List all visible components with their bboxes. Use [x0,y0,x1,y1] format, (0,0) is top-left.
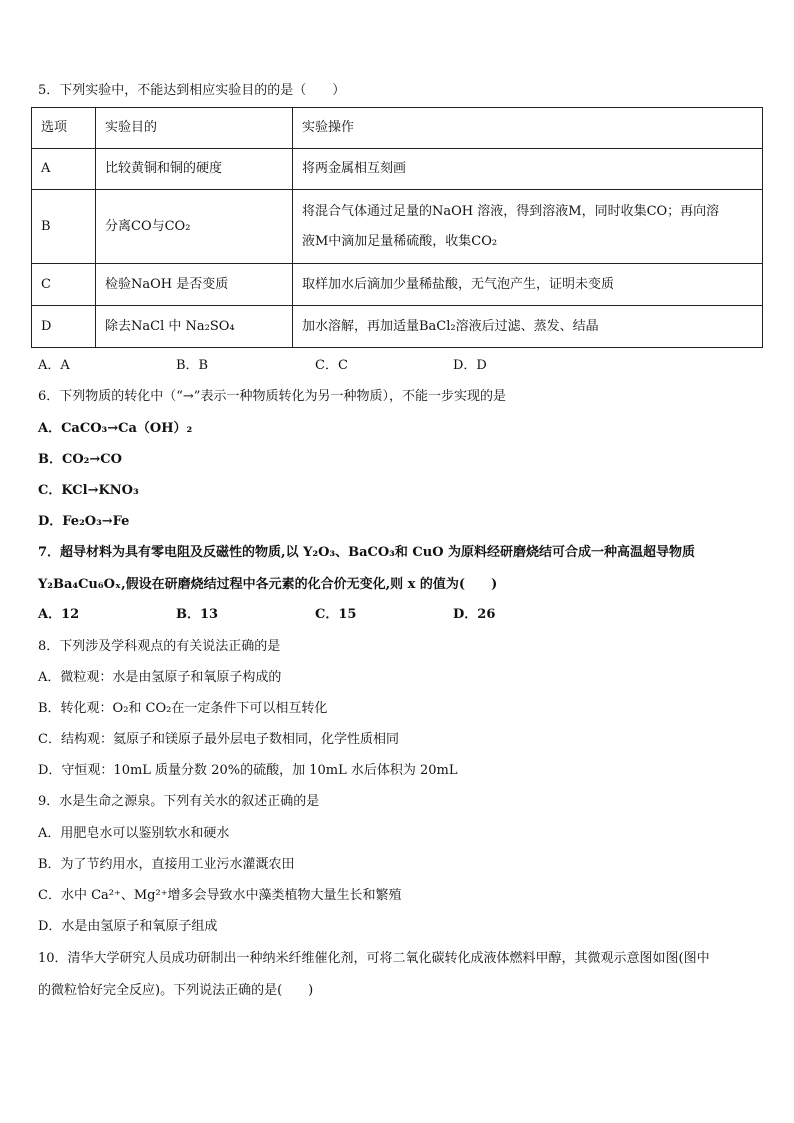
row-option: A [32,149,96,190]
question-6-option-c[interactable]: C．KCl→KNO₃ [38,483,139,498]
question-6-option-a[interactable]: A．CaCO₃→Ca（OH）₂ [38,421,193,436]
question-8-stem: 8．下列涉及学科观点的有关说法正确的是 [38,639,281,654]
question-5-stem: 5．下列实验中，不能达到相应实验目的的是（ ） [38,83,346,98]
question-6-option-b[interactable]: B．CO₂→CO [38,452,122,467]
question-8-option-c[interactable]: C．结构观：氦原子和镁原子最外层电子数相同，化学性质相同 [38,732,399,747]
question-5-table [31,107,763,348]
header-operation: 实验操作 [293,108,763,149]
row-operation: 加水溶解，再加适量BaCl₂溶液后过滤、蒸发、结晶 [293,306,763,348]
row-operation: 取样加水后滴加少量稀盐酸，无气泡产生，证明未变质 [293,264,763,306]
answer-b[interactable]: B．B [176,358,209,373]
question-8-option-d[interactable]: D．守恒观：10mL 质量分数 20%的硫酸，加 10mL 水后体积为 20mL [38,763,458,778]
answer-c[interactable]: C．15 [315,607,357,622]
answer-a[interactable]: A．A [38,358,70,373]
question-10-stem-line-2: 的微粒恰好完全反应)。下列说法正确的是( ) [38,983,314,998]
question-9-option-d[interactable]: D．水是由氢原子和氧原子组成 [38,919,218,934]
answer-d[interactable]: D．26 [453,607,496,622]
answer-d[interactable]: D．D [453,358,487,373]
table-row [32,306,763,348]
question-6-option-d[interactable]: D．Fe₂O₃→Fe [38,514,130,529]
header-goal: 实验目的 [96,108,293,149]
row-goal: 分离CO与CO₂ [96,190,293,264]
question-7-stem-line-1: 7．超导材料为具有零电阻及反磁性的物质,以 Y₂O₃、BaCO₃和 CuO 为原料经研磨烧结可合成一种高温超导物质 [38,545,696,560]
table-header-row [32,108,763,149]
row-option: D [32,306,96,348]
table-row [32,264,763,306]
table-row [32,190,763,264]
row-operation [293,190,763,264]
question-9-option-a[interactable]: A．用肥皂水可以鉴别软水和硬水 [38,826,230,841]
answer-a[interactable]: A．12 [38,607,80,622]
row-option: B [32,190,96,264]
row-goal: 检验NaOH 是否变质 [96,264,293,306]
question-6-stem: 6．下列物质的转化中（“→”表示一种物质转化为另一种物质），不能一步实现的是 [38,389,506,404]
table-row [32,149,763,190]
row-option: C [32,264,96,306]
question-9-option-b[interactable]: B．为了节约用水，直接用工业污水灌溉农田 [38,857,295,872]
row-operation: 将两金属相互刻画 [293,149,763,190]
question-8-option-b[interactable]: B．转化观：O₂和 CO₂在一定条件下可以相互转化 [38,701,328,716]
row-operation-line-2: 液M中滴加足量稀硫酸，收集CO₂ [302,233,498,249]
answer-b[interactable]: B．13 [176,607,219,622]
header-option: 选项 [32,108,96,149]
question-8-option-a[interactable]: A．微粒观：水是由氢原子和氧原子构成的 [38,670,282,685]
row-operation-line-1: 将混合气体通过足量的NaOH 溶液，得到溶液M，同时收集CO；再向溶 [302,203,720,219]
row-goal: 除去NaCl 中 Na₂SO₄ [96,306,293,348]
question-9-option-c[interactable]: C．水中 Ca²⁺、Mg²⁺增多会导致水中藻类植物大量生长和繁殖 [38,888,402,903]
question-9-stem: 9．水是生命之源泉。下列有关水的叙述正确的是 [38,794,320,809]
question-7-stem-line-2: Y₂Ba₄Cu₆Oₓ,假设在研磨烧结过程中各元素的化合价无变化,则 x 的值为( ) [38,577,498,592]
question-10-stem-line-1: 10．清华大学研究人员成功研制出一种纳米纤维催化剂，可将二氧化碳转化成液体燃料甲醇，其微观示意图如图(图中 [38,951,710,966]
row-goal: 比较黄铜和铜的硬度 [96,149,293,190]
answer-c[interactable]: C．C [315,358,348,373]
